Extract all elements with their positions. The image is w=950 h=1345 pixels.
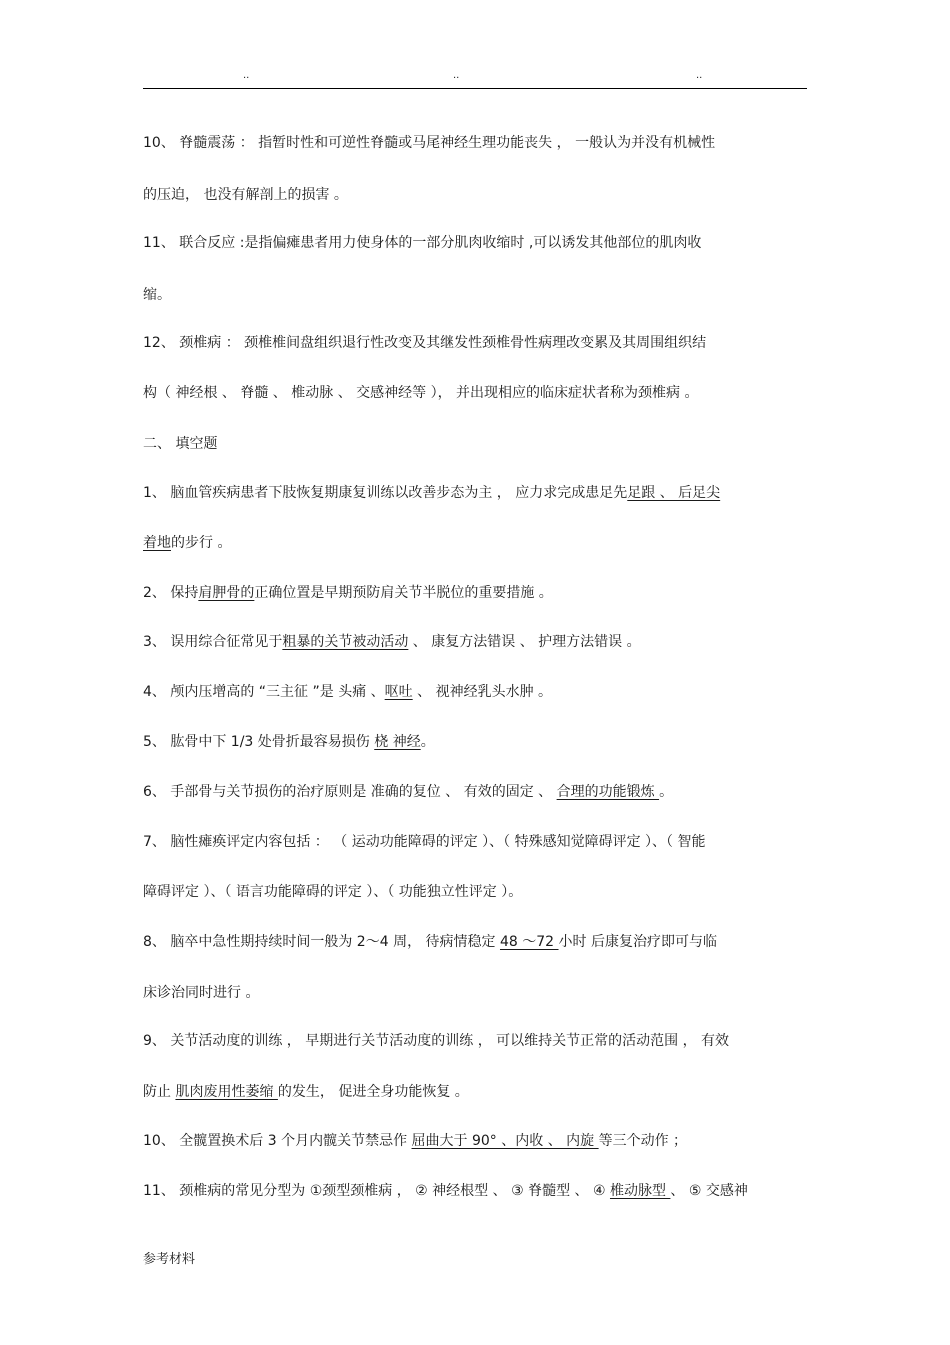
text-segment: 构（ 神经根 、 脊髓 、 椎动脉 、 交感神经等 ）， 并出现相应的临床症状者称为颈椎病 。	[143, 385, 699, 401]
text-segment: 6、 手部骨与关节损伤的治疗原则是 准确的复位 、 有效的固定 、	[143, 784, 557, 800]
text-line	[143, 782, 807, 802]
text-segment: 的发生， 促进全身功能恢复 。	[277, 1084, 469, 1100]
underlined-answer: 合理的功能锻炼	[556, 784, 660, 800]
text-segment: 、 视神经乳头水肿 。	[412, 684, 553, 700]
header-mark-3: ..	[696, 70, 703, 81]
underlined-answer: 肩胛骨的	[198, 585, 255, 601]
underlined-answer: 椎动脉型	[609, 1183, 671, 1199]
underlined-answer: 呕吐	[384, 684, 413, 700]
text-segment: 3、 误用综合征常见于	[143, 634, 283, 650]
text-line	[143, 133, 807, 153]
text-line	[143, 285, 807, 305]
text-segment: 正确位置是早期预防肩关节半脱位的重要措施 。	[254, 585, 553, 601]
text-segment: 12、 颈椎病 ： 颈椎椎间盘组织退行性改变及其继发性颈椎骨性病理改变累及其周围组织结	[143, 335, 707, 351]
text-segment: 10、 全髋置换术后 3 个月内髋关节禁忌作	[143, 1133, 412, 1149]
text-segment: 7、 脑性瘫痪评定内容包括 ： （ 运动功能障碍的评定 ）、（ 特殊感知觉障碍评定 ）、（ 智能	[143, 834, 706, 850]
text-line	[143, 732, 807, 752]
text-line	[143, 1131, 807, 1151]
text-line	[143, 882, 807, 902]
text-segment: 8、 脑卒中急性期持续时间一般为 2～4 周， 待病情稳定	[143, 934, 500, 950]
header-mark-2: ..	[453, 70, 460, 81]
underlined-answer: 肌肉废用性萎缩	[175, 1084, 278, 1100]
text-line	[143, 533, 807, 553]
underlined-answer: 48 ～72	[499, 934, 559, 950]
text-segment: 、 ⑤ 交感神	[670, 1183, 748, 1199]
text-line	[143, 1181, 807, 1201]
text-segment: 5、 肱骨中下 1/3 处骨折最容易损伤	[143, 734, 375, 750]
text-line	[143, 832, 807, 852]
text-line	[143, 185, 807, 205]
page-header	[143, 70, 807, 89]
underlined-answer: 桡 神经	[374, 734, 421, 750]
text-segment: 2、 保持	[143, 585, 199, 601]
text-line	[143, 1031, 807, 1051]
text-segment: 缩。	[143, 287, 171, 303]
text-line	[143, 932, 807, 952]
text-segment: 床诊治同时进行 。	[143, 985, 260, 1001]
text-segment: 4、 颅内压增高的 “三主征 ”是 头痛 、	[143, 684, 385, 700]
text-segment: 11、 联合反应 :是指偏瘫患者用力使身体的一部分肌肉收缩时 ,可以诱发其他部位的肌肉收	[143, 235, 702, 251]
text-line	[143, 434, 807, 454]
text-segment: 10、 脊髓震荡 ： 指暂时性和可逆性脊髓或马尾神经生理功能丧失 ， 一般认为并没有机械性	[143, 135, 716, 151]
text-segment: 9、 关节活动度的训练 ， 早期进行关节活动度的训练 ， 可以维持关节正常的活动范围 ， 有效	[143, 1033, 730, 1049]
text-segment: 的压迫， 也没有解剖上的损害 。	[143, 187, 348, 203]
underlined-answer: 着地	[143, 535, 171, 551]
text-segment: 等三个动作 ；	[598, 1133, 688, 1149]
text-segment: 。	[659, 784, 674, 800]
text-line	[143, 333, 807, 353]
page-footer: 参考材料	[143, 1252, 196, 1267]
text-line	[143, 383, 807, 403]
text-segment: 二、 填空题	[143, 436, 218, 452]
text-line	[143, 233, 807, 253]
text-segment: 。	[420, 734, 435, 750]
text-segment: 、 康复方法错误 、 护理方法错误 。	[408, 634, 641, 650]
text-segment: 障碍评定 ）、（ 语言功能障碍的评定 ）、（ 功能独立性评定 ）。	[143, 884, 523, 900]
header-mark-1: ..	[243, 70, 250, 81]
text-line	[143, 1082, 807, 1102]
text-line	[143, 632, 807, 652]
text-segment: 小时 后康复治疗即可与临	[558, 934, 717, 950]
text-segment: 防止	[143, 1084, 176, 1100]
text-line	[143, 583, 807, 603]
text-line	[143, 483, 807, 503]
text-segment: 11、 颈椎病的常见分型为 ①颈型颈椎病 ， ② 神经根型 、 ③ 脊髓型 、 ④	[143, 1183, 610, 1199]
underlined-answer: 足跟 、 后足尖	[627, 485, 721, 501]
underlined-answer: 粗暴的关节被动活动	[282, 634, 409, 650]
text-line	[143, 983, 807, 1003]
text-line	[143, 682, 807, 702]
text-segment: 1、 脑血管疾病患者下肢恢复期康复训练以改善步态为主 ， 应力求完成患足先	[143, 485, 628, 501]
underlined-answer: 屈曲大于 90° 、内收 、 内旋	[411, 1133, 599, 1149]
text-segment: 的步行 。	[171, 535, 232, 551]
